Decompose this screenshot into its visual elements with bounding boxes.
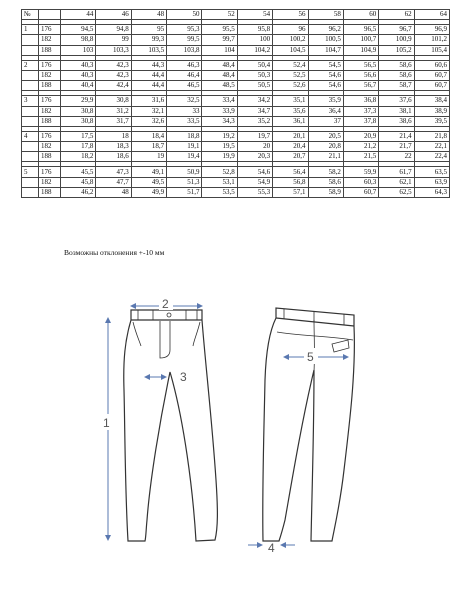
value-cell: 58,6 xyxy=(308,177,343,187)
value-cell: 19,2 xyxy=(202,131,237,141)
value-cell: 30,8 xyxy=(96,96,131,106)
value-cell: 34,7 xyxy=(237,106,272,116)
value-cell: 96,5 xyxy=(343,25,378,35)
value-cell: 35,9 xyxy=(308,96,343,106)
value-cell: 62,1 xyxy=(379,177,414,187)
value-cell: 21,1 xyxy=(308,152,343,162)
value-cell: 19,7 xyxy=(237,131,272,141)
value-cell: 52,5 xyxy=(273,70,308,80)
value-cell: 35,2 xyxy=(237,116,272,126)
value-cell: 19,1 xyxy=(167,142,202,152)
value-cell: 20,4 xyxy=(273,142,308,152)
value-cell: 19,5 xyxy=(202,142,237,152)
height-cell: 182 xyxy=(39,35,61,45)
measurement-number-cell: 4 xyxy=(22,131,39,141)
value-cell: 38,6 xyxy=(379,116,414,126)
value-cell: 47,7 xyxy=(96,177,131,187)
value-cell: 37,6 xyxy=(379,96,414,106)
value-cell: 51,7 xyxy=(167,187,202,197)
value-cell: 35,1 xyxy=(273,96,308,106)
value-cell: 38,1 xyxy=(379,106,414,116)
value-cell: 62,5 xyxy=(379,187,414,197)
value-cell: 103,8 xyxy=(167,45,202,55)
value-cell: 36,4 xyxy=(308,106,343,116)
value-cell: 35,6 xyxy=(273,106,308,116)
value-cell: 48,4 xyxy=(202,60,237,70)
height-cell: 182 xyxy=(39,142,61,152)
value-cell: 60,7 xyxy=(343,187,378,197)
value-cell: 100,9 xyxy=(379,35,414,45)
measurement-number-cell: 5 xyxy=(22,167,39,177)
value-cell: 57,1 xyxy=(273,187,308,197)
value-cell: 104 xyxy=(202,45,237,55)
value-cell: 52,4 xyxy=(273,60,308,70)
value-cell: 60,3 xyxy=(343,177,378,187)
value-cell: 98,8 xyxy=(61,35,96,45)
height-cell: 176 xyxy=(39,96,61,106)
value-cell: 54,6 xyxy=(308,81,343,91)
value-cell: 17,5 xyxy=(61,131,96,141)
height-cell: 188 xyxy=(39,187,61,197)
value-cell: 48,5 xyxy=(202,81,237,91)
value-cell: 22,1 xyxy=(414,142,449,152)
value-cell: 52,6 xyxy=(273,81,308,91)
table-header-cell: 54 xyxy=(237,10,272,20)
value-cell: 33,9 xyxy=(202,106,237,116)
value-cell: 104,5 xyxy=(273,45,308,55)
value-cell: 19,4 xyxy=(167,152,202,162)
value-cell: 104,9 xyxy=(343,45,378,55)
value-cell: 96 xyxy=(273,25,308,35)
dim-1-label: 1 xyxy=(103,416,110,430)
value-cell: 40,4 xyxy=(61,81,96,91)
measurement-number-cell: 2 xyxy=(22,60,39,70)
value-cell: 56,6 xyxy=(343,70,378,80)
value-cell: 103,5 xyxy=(131,45,166,55)
back-view xyxy=(263,308,355,541)
value-cell: 32,1 xyxy=(131,106,166,116)
value-cell: 49,5 xyxy=(131,177,166,187)
value-cell: 95,3 xyxy=(167,25,202,35)
value-cell: 63,5 xyxy=(414,167,449,177)
measurement-number-cell: 1 xyxy=(22,25,39,35)
value-cell: 18,3 xyxy=(96,142,131,152)
front-view xyxy=(124,310,218,541)
value-cell: 64,3 xyxy=(414,187,449,197)
value-cell: 21,5 xyxy=(343,152,378,162)
back-trousers-outline xyxy=(263,308,355,541)
height-cell: 182 xyxy=(39,177,61,187)
value-cell: 49,9 xyxy=(131,187,166,197)
value-cell: 100,5 xyxy=(308,35,343,45)
value-cell: 100 xyxy=(237,35,272,45)
value-cell: 46,3 xyxy=(167,60,202,70)
height-cell: 176 xyxy=(39,167,61,177)
value-cell: 58,6 xyxy=(379,60,414,70)
value-cell: 50,5 xyxy=(237,81,272,91)
value-cell: 40,3 xyxy=(61,70,96,80)
value-cell: 58,9 xyxy=(308,187,343,197)
tolerance-note: Возможны отклонения +-10 мм xyxy=(64,248,165,257)
value-cell: 96,7 xyxy=(379,25,414,35)
value-cell: 20,8 xyxy=(308,142,343,152)
value-cell: 105,2 xyxy=(379,45,414,55)
value-cell: 21,7 xyxy=(379,142,414,152)
value-cell: 48 xyxy=(96,187,131,197)
value-cell: 100,7 xyxy=(343,35,378,45)
value-cell: 96,9 xyxy=(414,25,449,35)
value-cell: 60,7 xyxy=(414,70,449,80)
value-cell: 49,1 xyxy=(131,167,166,177)
value-cell: 95,5 xyxy=(202,25,237,35)
value-cell: 103 xyxy=(61,45,96,55)
value-cell: 31,6 xyxy=(131,96,166,106)
value-cell: 94,8 xyxy=(96,25,131,35)
height-cell: 176 xyxy=(39,131,61,141)
value-cell: 18,7 xyxy=(131,142,166,152)
dim-5-label: 5 xyxy=(307,350,314,364)
value-cell: 105,4 xyxy=(414,45,449,55)
value-cell: 30,8 xyxy=(61,116,96,126)
value-cell: 20,1 xyxy=(273,131,308,141)
table-header-cell: 62 xyxy=(379,10,414,20)
height-cell: 188 xyxy=(39,152,61,162)
value-cell: 101,2 xyxy=(414,35,449,45)
value-cell: 21,2 xyxy=(343,142,378,152)
table-header-cell: 50 xyxy=(167,10,202,20)
value-cell: 20,9 xyxy=(343,131,378,141)
value-cell: 33,4 xyxy=(202,96,237,106)
value-cell: 54,9 xyxy=(237,177,272,187)
height-cell: 182 xyxy=(39,106,61,116)
value-cell: 21,8 xyxy=(414,131,449,141)
value-cell: 63,9 xyxy=(414,177,449,187)
value-cell: 94,5 xyxy=(61,25,96,35)
value-cell: 53,5 xyxy=(202,187,237,197)
value-cell: 58,7 xyxy=(379,81,414,91)
value-cell: 55,3 xyxy=(237,187,272,197)
value-cell: 95 xyxy=(131,25,166,35)
value-cell: 22,4 xyxy=(414,152,449,162)
value-cell: 31,2 xyxy=(96,106,131,116)
height-cell: 188 xyxy=(39,81,61,91)
front-trousers-outline xyxy=(124,310,218,541)
value-cell: 19,9 xyxy=(202,152,237,162)
value-cell: 42,3 xyxy=(96,70,131,80)
value-cell: 95,8 xyxy=(237,25,272,35)
value-cell: 58,6 xyxy=(379,70,414,80)
value-cell: 50,3 xyxy=(237,70,272,80)
value-cell: 47,3 xyxy=(96,167,131,177)
value-cell: 37,8 xyxy=(343,116,378,126)
value-cell: 53,1 xyxy=(202,177,237,187)
value-cell: 20,5 xyxy=(308,131,343,141)
dim-2-label: 2 xyxy=(162,297,169,311)
value-cell: 103,3 xyxy=(96,45,131,55)
value-cell: 19 xyxy=(131,152,166,162)
value-cell: 45,5 xyxy=(61,167,96,177)
table-header-cell: 64 xyxy=(414,10,449,20)
value-cell: 61,7 xyxy=(379,167,414,177)
value-cell: 59,9 xyxy=(343,167,378,177)
value-cell: 99,3 xyxy=(131,35,166,45)
value-cell: 39,5 xyxy=(414,116,449,126)
value-cell: 99,5 xyxy=(167,35,202,45)
table-header-cell: № xyxy=(22,10,39,20)
value-cell: 20 xyxy=(237,142,272,152)
value-cell: 37 xyxy=(308,116,343,126)
table-header-cell: 56 xyxy=(273,10,308,20)
value-cell: 60,7 xyxy=(414,81,449,91)
front-button xyxy=(167,313,171,317)
value-cell: 31,7 xyxy=(96,116,131,126)
value-cell: 18 xyxy=(96,131,131,141)
value-cell: 44,3 xyxy=(131,60,166,70)
value-cell: 17,8 xyxy=(61,142,96,152)
value-cell: 18,8 xyxy=(167,131,202,141)
value-cell: 104,7 xyxy=(308,45,343,55)
value-cell: 37,3 xyxy=(343,106,378,116)
height-cell: 176 xyxy=(39,60,61,70)
value-cell: 40,3 xyxy=(61,60,96,70)
height-cell: 188 xyxy=(39,45,61,55)
value-cell: 60,6 xyxy=(414,60,449,70)
table-header-cell: 46 xyxy=(96,10,131,20)
value-cell: 96,2 xyxy=(308,25,343,35)
value-cell: 20,7 xyxy=(273,152,308,162)
value-cell: 36,1 xyxy=(273,116,308,126)
value-cell: 21,4 xyxy=(379,131,414,141)
value-cell: 46,4 xyxy=(167,70,202,80)
value-cell: 18,2 xyxy=(61,152,96,162)
value-cell: 56,8 xyxy=(273,177,308,187)
value-cell: 51,3 xyxy=(167,177,202,187)
value-cell: 20,3 xyxy=(237,152,272,162)
value-cell: 32,5 xyxy=(167,96,202,106)
value-cell: 50,9 xyxy=(167,167,202,177)
value-cell: 44,4 xyxy=(131,81,166,91)
value-cell: 99 xyxy=(96,35,131,45)
value-cell: 36,8 xyxy=(343,96,378,106)
table-header-cell: 52 xyxy=(202,10,237,20)
value-cell: 18,4 xyxy=(131,131,166,141)
value-cell: 32,6 xyxy=(131,116,166,126)
table-header-cell: 58 xyxy=(308,10,343,20)
value-cell: 54,5 xyxy=(308,60,343,70)
value-cell: 29,9 xyxy=(61,96,96,106)
value-cell: 22 xyxy=(379,152,414,162)
dim-4-label: 4 xyxy=(268,541,275,555)
value-cell: 30,8 xyxy=(61,106,96,116)
value-cell: 56,5 xyxy=(343,60,378,70)
value-cell: 99,7 xyxy=(202,35,237,45)
value-cell: 104,2 xyxy=(237,45,272,55)
value-cell: 56,4 xyxy=(273,167,308,177)
value-cell: 34,3 xyxy=(202,116,237,126)
value-cell: 33 xyxy=(167,106,202,116)
value-cell: 18,6 xyxy=(96,152,131,162)
value-cell: 42,4 xyxy=(96,81,131,91)
measurement-number-cell: 3 xyxy=(22,96,39,106)
value-cell: 54,6 xyxy=(237,167,272,177)
height-cell: 188 xyxy=(39,116,61,126)
value-cell: 34,2 xyxy=(237,96,272,106)
value-cell: 44,4 xyxy=(131,70,166,80)
height-cell: 176 xyxy=(39,25,61,35)
value-cell: 48,4 xyxy=(202,70,237,80)
table-header-cell: 44 xyxy=(61,10,96,20)
value-cell: 54,6 xyxy=(308,70,343,80)
value-cell: 46,2 xyxy=(61,187,96,197)
value-cell: 46,5 xyxy=(167,81,202,91)
table-header-cell: 48 xyxy=(131,10,166,20)
value-cell: 42,3 xyxy=(96,60,131,70)
dim-3-label: 3 xyxy=(180,370,187,384)
value-cell: 52,8 xyxy=(202,167,237,177)
table-header-cell: 60 xyxy=(343,10,378,20)
value-cell: 58,2 xyxy=(308,167,343,177)
value-cell: 100,2 xyxy=(273,35,308,45)
height-cell: 182 xyxy=(39,70,61,80)
value-cell: 45,8 xyxy=(61,177,96,187)
value-cell: 38,4 xyxy=(414,96,449,106)
value-cell: 38,9 xyxy=(414,106,449,116)
value-cell: 33,5 xyxy=(167,116,202,126)
value-cell: 50,4 xyxy=(237,60,272,70)
value-cell: 56,7 xyxy=(343,81,378,91)
